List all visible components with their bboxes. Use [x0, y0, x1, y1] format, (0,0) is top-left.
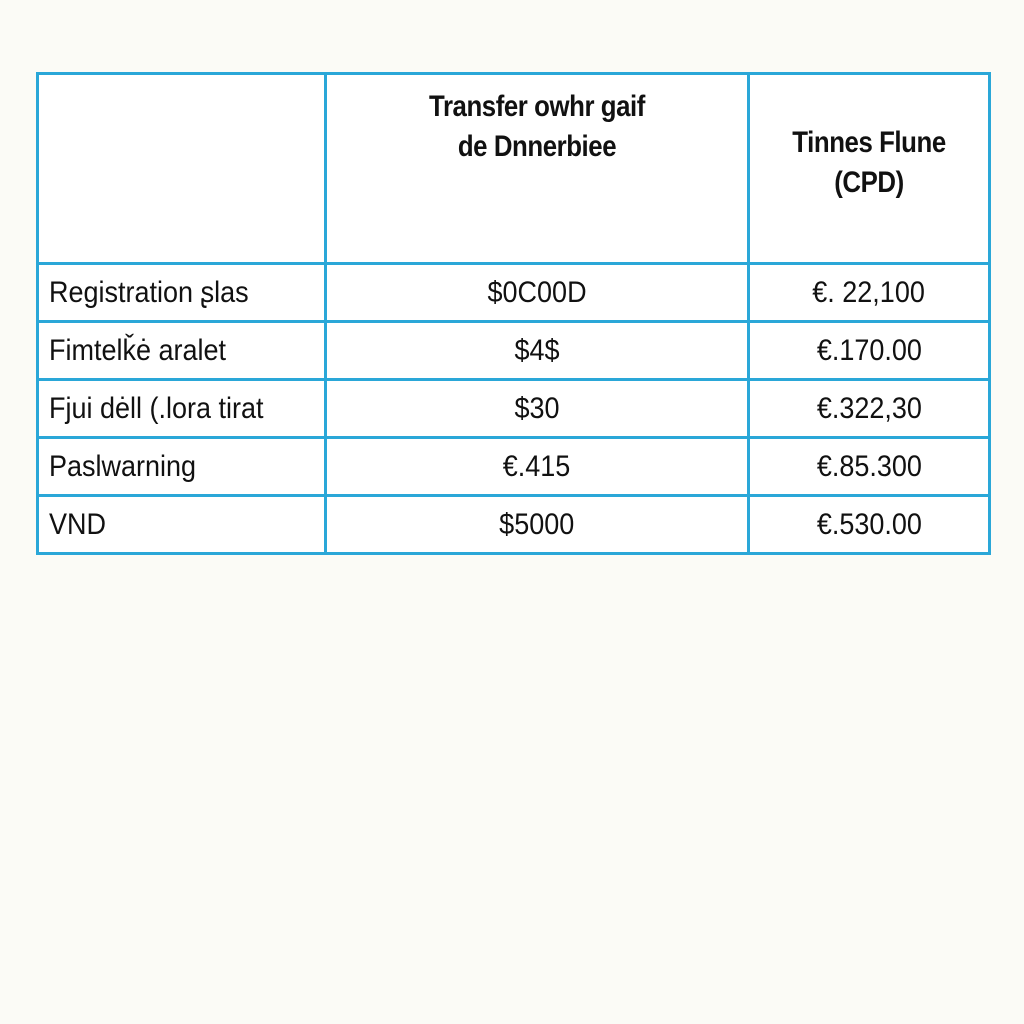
header-cell-cpd [749, 74, 990, 264]
cpd-value-cell [749, 496, 990, 554]
row-label-cell [38, 496, 326, 554]
transfer-value-cell [326, 264, 749, 322]
cpd-value-cell [749, 264, 990, 322]
row-label-cell [38, 264, 326, 322]
header-cpd-line-1: Tinnes Flune [792, 126, 946, 159]
cpd-value: €.85.300 [816, 449, 922, 483]
transfer-value: $4$ [514, 333, 560, 367]
row-label: Paslwarning [49, 449, 197, 483]
transfer-value-cell [326, 322, 749, 380]
transfer-value: $30 [514, 391, 560, 425]
row-label-cell [38, 438, 326, 496]
cpd-value-cell [749, 322, 990, 380]
row-label-cell [38, 380, 326, 438]
cpd-value: €.170.00 [816, 333, 922, 367]
row-label: Fimtelǩė aralet [49, 333, 227, 367]
cpd-value-cell [749, 380, 990, 438]
table-row [38, 322, 990, 380]
row-label: VND [49, 507, 107, 541]
header-transfer-line-1: Transfer owhr gaif [429, 90, 645, 123]
cpd-value-cell [749, 438, 990, 496]
header-cell-transfer [326, 74, 749, 264]
transfer-value-cell [326, 438, 749, 496]
fee-comparison-table [36, 72, 991, 555]
cpd-value: €.530.00 [816, 507, 922, 541]
transfer-value-cell [326, 380, 749, 438]
transfer-value: $0C00D [487, 275, 587, 309]
transfer-value-cell [326, 496, 749, 554]
cpd-value: €. 22,100 [812, 275, 926, 309]
cpd-value: €.322,30 [816, 391, 922, 425]
header-cell-empty [38, 74, 326, 264]
table-row [38, 264, 990, 322]
table-header-row [38, 74, 990, 264]
table-row [38, 380, 990, 438]
header-transfer-line-2: de Dnnerbiee [457, 130, 617, 163]
transfer-value: $5000 [499, 507, 575, 541]
table-row [38, 496, 990, 554]
row-label-cell [38, 322, 326, 380]
table-row [38, 438, 990, 496]
row-label: Fjui dėll (.lora tirat [49, 391, 264, 425]
transfer-value: €.415 [503, 449, 571, 483]
row-label: Registration ʂlas [49, 275, 249, 309]
header-cpd-line-2: (CPD) [834, 166, 904, 199]
